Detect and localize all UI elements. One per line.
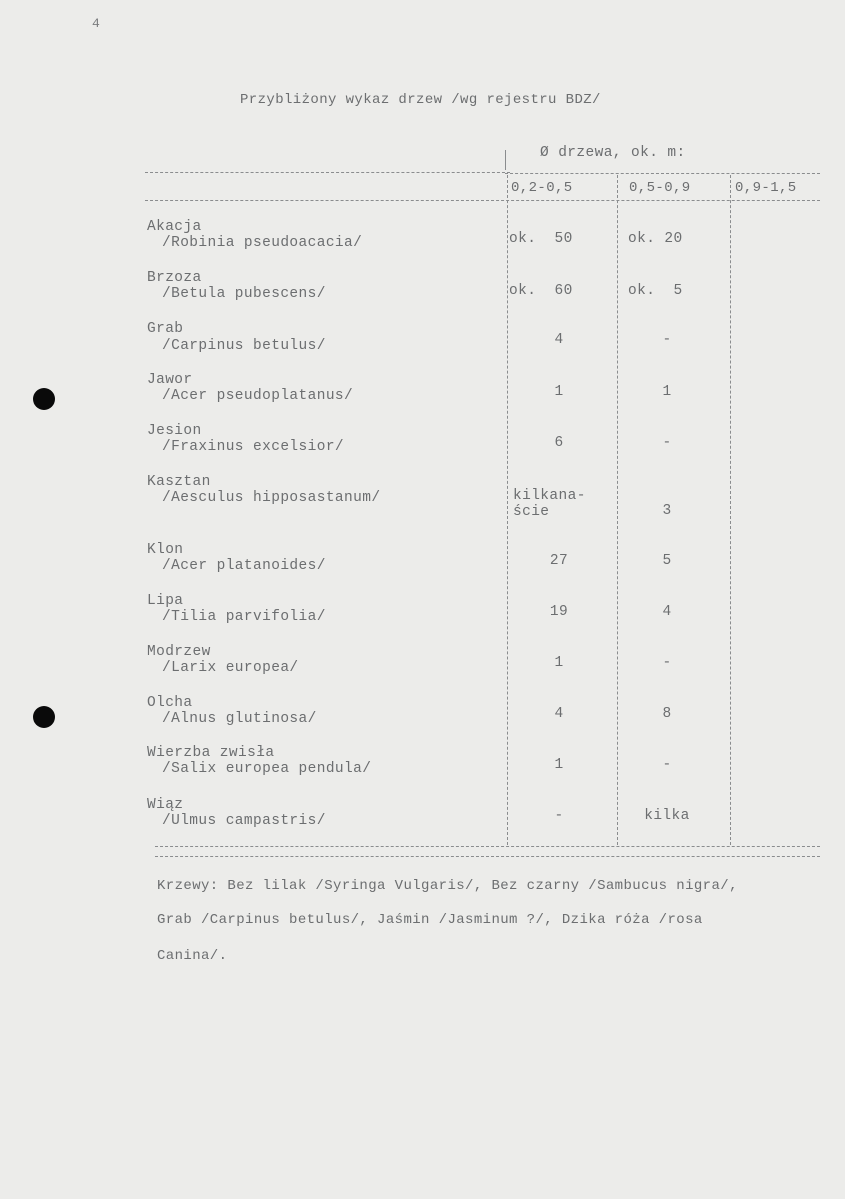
count-0-2-0-5: 27 [549,553,569,569]
column-header-3: 0,9-1,5 [735,180,797,196]
table-header-diameter: Ø drzewa, ok. m: [540,145,686,161]
header-rule-right [505,173,820,174]
count-0-5-0-9: ok. 20 [628,231,683,247]
tree-name: Grab [147,321,184,337]
page-number: 4 [92,16,101,31]
count-0-2-0-5: 19 [549,604,569,620]
tree-name: Modrzew [147,644,211,660]
count-0-2-0-5: 4 [554,332,564,348]
tree-latin: /Larix europea/ [162,660,299,676]
count-0-2-0-5: 1 [554,655,564,671]
column-separator-1 [507,175,508,845]
count-0-2-0-5: ok. 50 [509,231,573,247]
tree-latin: /Acer platanoides/ [162,558,326,574]
tree-name: Wiąz [147,797,184,813]
count-0-2-0-5: 4 [554,706,564,722]
tree-latin: /Alnus glutinosa/ [162,711,317,727]
count-0-5-0-9: kilka [644,808,690,824]
tree-latin: /Acer pseudoplatanus/ [162,388,354,404]
count-0-5-0-9: - [662,655,672,671]
tree-latin: /Betula pubescens/ [162,286,326,302]
count-0-5-0-9: 1 [662,384,672,400]
table-bottom-rule-2 [155,856,820,857]
tree-name: Olcha [147,695,193,711]
count-0-5-0-9: 8 [662,706,672,722]
column-header-rule [145,200,820,201]
tree-name: Jesion [147,423,202,439]
tree-name: Jawor [147,372,193,388]
tree-name: Klon [147,542,184,558]
count-0-5-0-9: - [662,435,672,451]
tree-latin: /Salix europea pendula/ [162,761,372,777]
tree-latin: /Aesculus hipposastanum/ [162,490,381,506]
count-0-2-0-5: 1 [554,757,564,773]
tree-latin: /Fraxinus excelsior/ [162,439,345,455]
table-bottom-rule [155,846,820,847]
tree-latin: /Tilia parvifolia/ [162,609,326,625]
binder-hole [33,388,55,410]
count-0-2-0-5: - [554,808,564,824]
document-title: Przybliżony wykaz drzew /wg rejestru BDZ/ [240,92,601,108]
tree-latin: /Carpinus betulus/ [162,338,326,354]
count-0-5-0-9: ok. 5 [628,283,683,299]
tree-name: Brzoza [147,270,202,286]
count-0-2-0-5: 1 [554,384,564,400]
count-0-5-0-9: 4 [662,604,672,620]
count-0-5-0-9: - [662,332,672,348]
tree-name: Kasztan [147,474,211,490]
header-tick [505,150,506,170]
shrubs-line-3: Canina/. [157,948,228,964]
column-header-1: 0,2-0,5 [511,180,573,196]
header-rule-left [145,172,510,173]
shrubs-line-1: Krzewy: Bez lilak /Syringa Vulgaris/, Bez czarny /Sambucus nigra/, [157,878,738,894]
column-header-2: 0,5-0,9 [629,180,691,196]
count-0-5-0-9: 5 [662,553,672,569]
count-0-2-0-5: ok. 60 [509,283,573,299]
tree-name: Wierzba zwisła [147,745,275,761]
column-separator-3 [730,175,731,845]
count-0-2-0-5: kilkana- [513,488,586,504]
tree-latin: /Robinia pseudoacacia/ [162,235,363,251]
count-0-2-0-5: 6 [554,435,564,451]
tree-name: Lipa [147,593,184,609]
tree-name: Akacja [147,219,202,235]
binder-hole [33,706,55,728]
count-0-5-0-9: 3 [662,503,672,519]
count-0-5-0-9: - [662,757,672,773]
shrubs-line-2: Grab /Carpinus betulus/, Jaśmin /Jasminum ?/, Dzika róża /rosa [157,912,703,928]
count-0-2-0-5-cont: ście [513,504,550,520]
tree-latin: /Ulmus campastris/ [162,813,326,829]
